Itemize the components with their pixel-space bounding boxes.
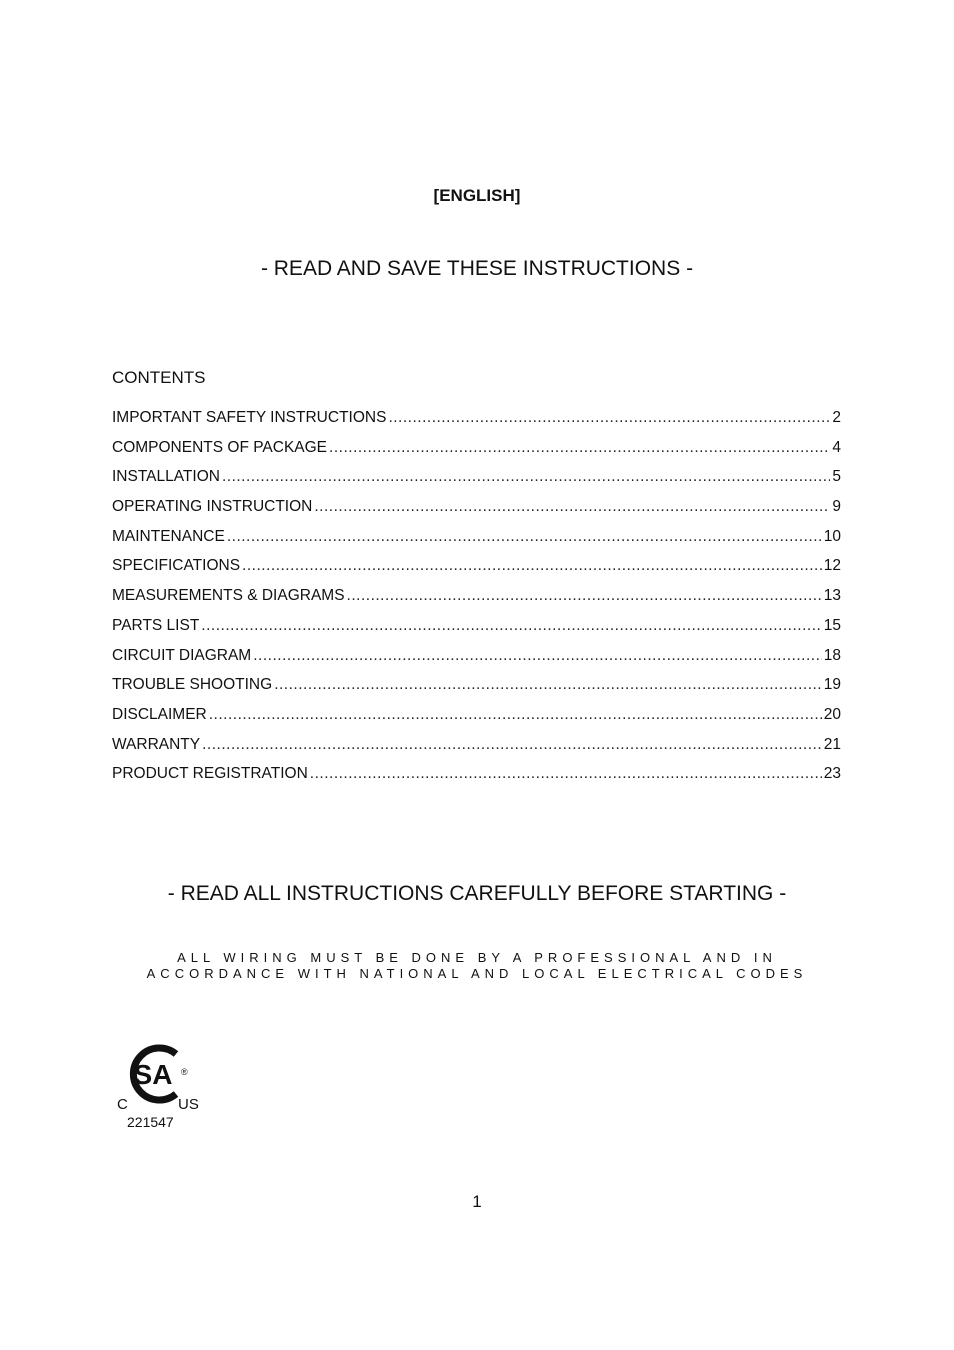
toc-leader	[222, 468, 830, 486]
toc-title: WARRANTY	[112, 735, 201, 753]
toc-page: 2	[832, 409, 841, 426]
toc-leader	[242, 557, 822, 575]
toc-entry	[112, 617, 841, 647]
toc-title: MEASUREMENTS & DIAGRAMS	[112, 587, 345, 605]
toc-title: INSTALLATION	[112, 468, 220, 486]
toc-entry	[112, 439, 841, 469]
toc-page: 4	[832, 438, 841, 456]
toc-title: CIRCUIT DIAGRAM	[112, 646, 252, 664]
csa-certification-logo	[112, 1040, 212, 1135]
toc-leader	[388, 409, 830, 427]
toc-entry	[112, 706, 841, 736]
toc-page: 18	[823, 646, 841, 664]
toc-page: 13	[823, 587, 841, 605]
csa-registered-mark: ®	[181, 1067, 188, 1077]
toc-title: PARTS LIST	[112, 616, 200, 634]
toc-entry	[112, 528, 841, 558]
csa-certificate-number: 221547	[127, 1114, 174, 1130]
toc-leader	[347, 587, 822, 605]
toc-page: 15	[823, 616, 841, 634]
toc-entry	[112, 409, 841, 439]
toc-leader	[329, 439, 830, 457]
csa-mark-letters: SA	[133, 1059, 173, 1090]
toc-leader	[314, 498, 830, 516]
read-save-heading: - READ AND SAVE THESE INSTRUCTIONS -	[260, 257, 694, 280]
table-of-contents	[112, 409, 841, 795]
toc-entry	[112, 765, 841, 795]
toc-page: 12	[823, 557, 841, 575]
wiring-notice-line-2: ACCORDANCE WITH NATIONAL AND LOCAL ELECTRICAL CODES	[146, 966, 808, 981]
toc-title: IMPORTANT SAFETY INSTRUCTIONS	[112, 409, 387, 426]
toc-leader	[202, 736, 822, 754]
toc-entry	[112, 498, 841, 528]
page-number: 1	[472, 1192, 482, 1211]
contents-heading: CONTENTS	[112, 368, 206, 387]
toc-leader	[209, 706, 822, 724]
csa-c-label: C	[117, 1096, 128, 1113]
toc-page: 5	[832, 468, 841, 486]
wiring-notice	[0, 950, 954, 982]
toc-entry	[112, 676, 841, 706]
toc-entry	[112, 557, 841, 587]
toc-title: OPERATING INSTRUCTION	[112, 498, 313, 516]
toc-title: MAINTENANCE	[112, 527, 225, 545]
toc-title: TROUBLE SHOOTING	[112, 676, 273, 694]
language-heading: [ENGLISH]	[433, 186, 521, 205]
toc-leader	[253, 647, 822, 665]
toc-page: 23	[823, 765, 841, 783]
toc-title: DISCLAIMER	[112, 705, 207, 723]
toc-title: PRODUCT REGISTRATION	[112, 765, 308, 783]
toc-leader	[274, 676, 822, 694]
toc-page: 9	[832, 498, 841, 516]
toc-leader	[201, 617, 821, 635]
read-all-heading: - READ ALL INSTRUCTIONS CAREFULLY BEFORE STARTING -	[167, 882, 787, 905]
toc-page: 21	[823, 735, 841, 753]
toc-page: 10	[823, 527, 841, 545]
toc-title: COMPONENTS OF PACKAGE	[112, 438, 328, 456]
wiring-notice-line-1: ALL WIRING MUST BE DONE BY A PROFESSIONAL AND IN	[177, 950, 777, 965]
toc-leader	[310, 765, 822, 783]
toc-entry	[112, 468, 841, 498]
toc-entry	[112, 647, 841, 677]
csa-us-label: US	[178, 1096, 199, 1113]
toc-leader	[227, 528, 822, 546]
toc-entry	[112, 736, 841, 766]
toc-title: SPECIFICATIONS	[112, 557, 241, 575]
toc-page: 20	[823, 705, 841, 723]
toc-entry	[112, 587, 841, 617]
toc-page: 19	[823, 676, 841, 694]
